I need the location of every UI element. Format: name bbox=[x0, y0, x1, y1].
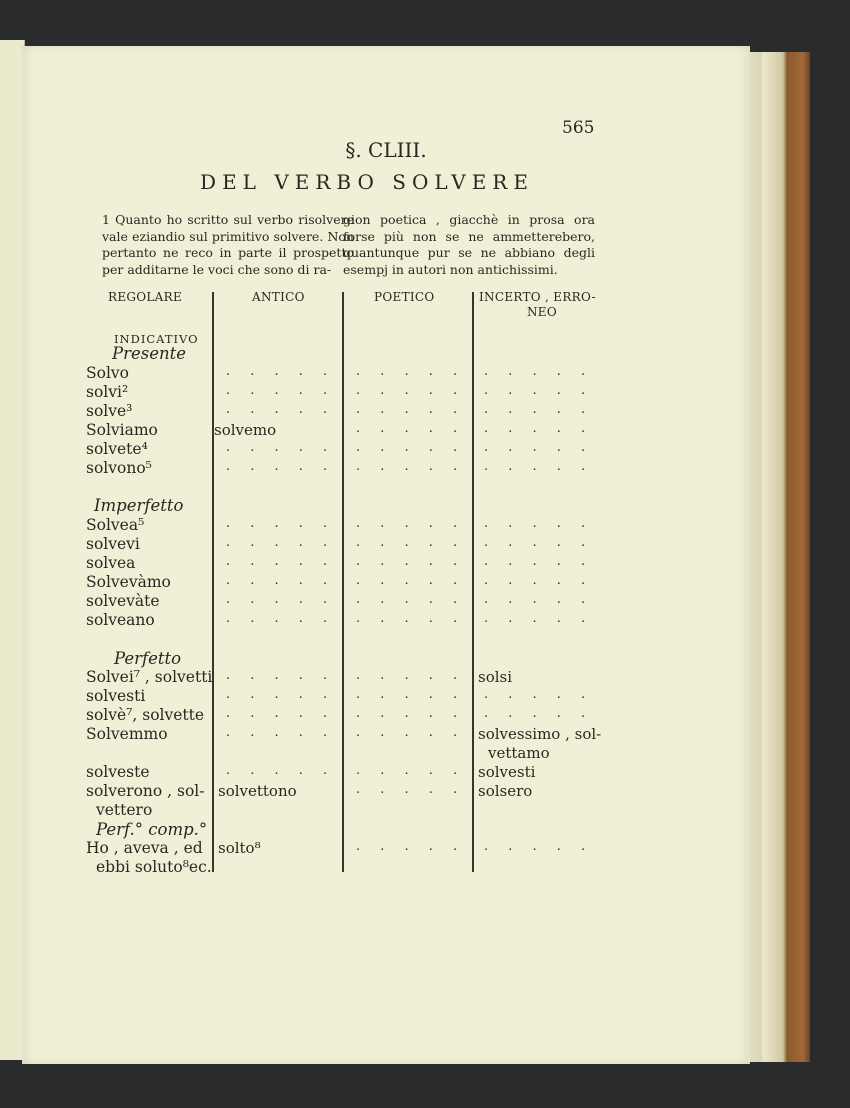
mood-label: INDICATIVO bbox=[114, 332, 199, 346]
dots: . . . . . bbox=[226, 364, 336, 379]
form-incerto: solvesti bbox=[478, 763, 536, 781]
header-regolare: REGOLARE bbox=[108, 290, 183, 304]
dots: . . . . . bbox=[226, 687, 336, 702]
dots: . . . . . bbox=[226, 402, 336, 417]
intro-left: 1 Quanto ho scritto sul verbo risolvere vale eziandio sul primitivo solvere. Non pertanto ne reco in parte il prospetto per additarne le voci che sono di ra- bbox=[102, 212, 354, 277]
page-number: 565 bbox=[562, 118, 595, 138]
dots: . . . . . bbox=[356, 459, 466, 474]
dots: . . . . . bbox=[484, 592, 594, 607]
dots: . . . . . bbox=[226, 440, 336, 455]
dots: . . . . . bbox=[356, 763, 466, 778]
tense-label: Perf.° comp.° bbox=[96, 820, 208, 839]
dots: . . . . . bbox=[484, 364, 594, 379]
dots: . . . . . bbox=[356, 782, 466, 797]
form-regolare: solvete⁴ bbox=[86, 440, 148, 458]
form-regolare: solvevi bbox=[86, 535, 140, 553]
dots: . . . . . bbox=[484, 706, 594, 721]
form-regolare: Solvevàmo bbox=[86, 573, 171, 591]
dots: . . . . . bbox=[226, 725, 336, 740]
dots: . . . . . bbox=[484, 459, 594, 474]
dots: . . . . . bbox=[356, 516, 466, 531]
form-incerto: solsi bbox=[478, 668, 513, 686]
dots: . . . . . bbox=[484, 440, 594, 455]
intro-right: gion poetica , giacchè in prosa ora forse più non se ne ammetterebero, quantunque pur se ne abbiano degli esempj in autori non antichissimi. bbox=[343, 212, 595, 277]
dots: . . . . . bbox=[356, 668, 466, 683]
header-incerto: INCERTO , ERRO- bbox=[479, 290, 596, 304]
dots: . . . . . bbox=[226, 383, 336, 398]
tense-label: Perfetto bbox=[114, 649, 182, 668]
dots: . . . . . bbox=[356, 402, 466, 417]
form-incerto: solvessimo , sol- bbox=[478, 725, 602, 743]
dots: . . . . . bbox=[484, 573, 594, 588]
dots: . . . . . bbox=[356, 421, 466, 436]
dots: . . . . . bbox=[356, 706, 466, 721]
page-title: DEL VERBO SOLVERE bbox=[200, 170, 534, 194]
book-page bbox=[22, 46, 750, 1064]
form-regolare: solveano bbox=[86, 611, 155, 629]
header-incerto-2: NEO bbox=[527, 305, 557, 319]
dots: . . . . . bbox=[356, 725, 466, 740]
dots: . . . . . bbox=[484, 383, 594, 398]
form-regolare: solvono⁵ bbox=[86, 459, 152, 477]
form-antico: solvemo bbox=[214, 421, 277, 439]
form-regolare: solvea bbox=[86, 554, 136, 572]
form-regolare: vettero bbox=[96, 801, 153, 819]
dots: . . . . . bbox=[484, 611, 594, 626]
right-page-stack bbox=[743, 52, 810, 1062]
dots: . . . . . bbox=[356, 573, 466, 588]
dots: . . . . . bbox=[356, 535, 466, 550]
section-number: §. CLIII. bbox=[345, 138, 427, 162]
form-regolare: solvesti bbox=[86, 687, 146, 705]
dots: . . . . . bbox=[356, 383, 466, 398]
dots: . . . . . bbox=[356, 554, 466, 569]
dots: . . . . . bbox=[226, 611, 336, 626]
form-antico: solto⁸ bbox=[218, 839, 261, 857]
dots: . . . . . bbox=[226, 668, 336, 683]
form-regolare: solve³ bbox=[86, 402, 133, 420]
dots: . . . . . bbox=[226, 554, 336, 569]
form-regolare: ebbi soluto⁸ec. bbox=[96, 858, 212, 876]
column-rule bbox=[472, 292, 474, 872]
form-regolare: Solviamo bbox=[86, 421, 158, 439]
dots: . . . . . bbox=[226, 459, 336, 474]
header-poetico: POETICO bbox=[374, 290, 435, 304]
form-incerto: vettamo bbox=[488, 744, 550, 762]
dots: . . . . . bbox=[226, 763, 336, 778]
tense-label: Presente bbox=[112, 344, 187, 363]
form-regolare: solvè⁷, solvette bbox=[86, 706, 205, 724]
form-regolare: Ho , aveva , ed bbox=[86, 839, 203, 857]
dots: . . . . . bbox=[356, 364, 466, 379]
dots: . . . . . bbox=[484, 516, 594, 531]
form-regolare: Solvo bbox=[86, 364, 129, 382]
dots: . . . . . bbox=[226, 592, 336, 607]
dots: . . . . . bbox=[484, 402, 594, 417]
dots: . . . . . bbox=[226, 535, 336, 550]
form-regolare: solveste bbox=[86, 763, 150, 781]
dots: . . . . . bbox=[484, 839, 594, 854]
dots: . . . . . bbox=[484, 554, 594, 569]
dots: . . . . . bbox=[226, 573, 336, 588]
dots: . . . . . bbox=[356, 687, 466, 702]
column-rule bbox=[342, 292, 344, 872]
form-incerto: solsero bbox=[478, 782, 533, 800]
dots: . . . . . bbox=[484, 421, 594, 436]
form-regolare: Solvea⁵ bbox=[86, 516, 145, 534]
tense-label: Imperfetto bbox=[94, 496, 184, 515]
dots: . . . . . bbox=[356, 440, 466, 455]
column-rule bbox=[212, 292, 214, 872]
form-regolare: solvevàte bbox=[86, 592, 160, 610]
form-regolare: Solvei⁷ , solvetti bbox=[86, 668, 213, 686]
header-antico: ANTICO bbox=[252, 290, 305, 304]
form-regolare: solverono , sol- bbox=[86, 782, 205, 800]
dots: . . . . . bbox=[356, 592, 466, 607]
form-antico: solvettono bbox=[218, 782, 297, 800]
form-regolare: solvi² bbox=[86, 383, 129, 401]
dots: . . . . . bbox=[484, 687, 594, 702]
dots: . . . . . bbox=[226, 706, 336, 721]
dots: . . . . . bbox=[226, 516, 336, 531]
form-regolare: Solvemmo bbox=[86, 725, 168, 743]
dots: . . . . . bbox=[356, 611, 466, 626]
dots: . . . . . bbox=[484, 535, 594, 550]
dots: . . . . . bbox=[356, 839, 466, 854]
